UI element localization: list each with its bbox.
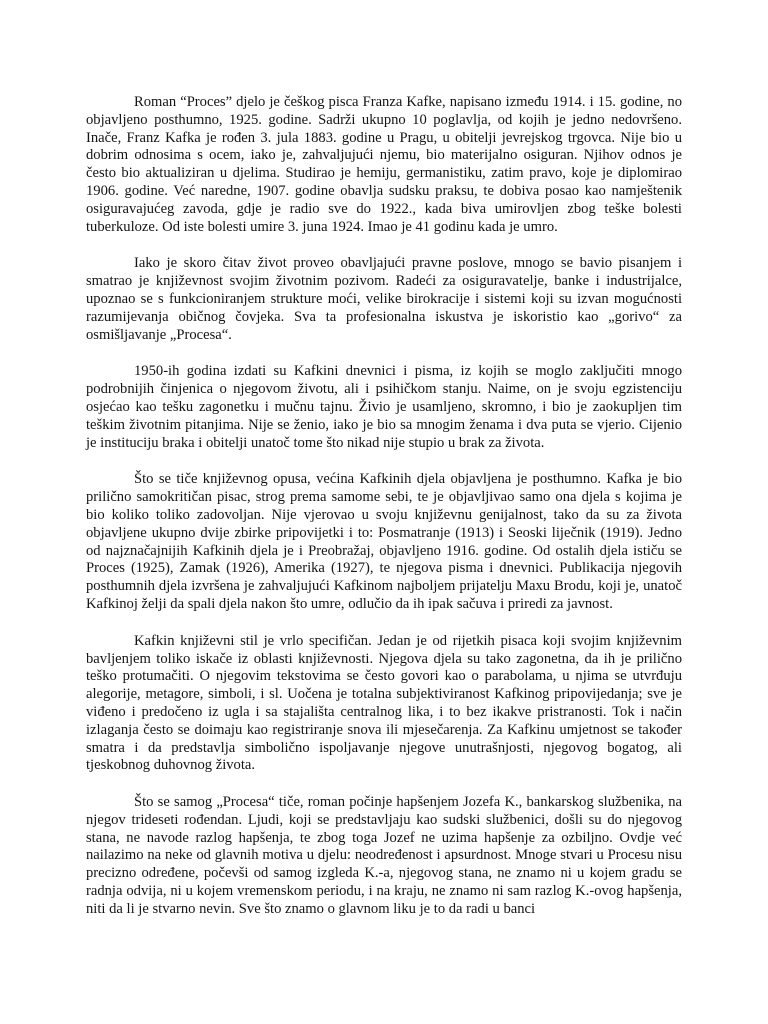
paragraph-literary-opus: Što se tiče književnog opusa, većina Kafkinih djela objavljena je posthumno. Kafka je bio prilično samokritičan pisac, strog prema samome sebi, te je objavljivao samo ona djela s kojima je bio koliko toliko zadovoljan. Nije vjerovao u svoju književnu genijalnost, tako da su za života objavljene ukupno dvije zbirke pripovijetki i to: Posmatranje (1913) i Seoski liječnik (1919). Jedno od najznačajnijih Kafkinih djela je i Preobražaj, objavljeno 1916. godine. Od ostalih djela ističu se Proces (1925), Zamak (1926), Amerika (1927), te njegova pisma i dnevnici. Publikacija njegovih posthumnih djela izvršena je zahvaljujući Kafkinom najboljem prijatelju Maxu Brodu, koji je, unatoč Kafkinoj želji da spali djela nakon što umre, odlučio da ih ipak sačuva i priredi za javnost. [86,471,682,612]
document-body [86,94,682,919]
paragraph-literary-style: Kafkin književni stil je vrlo specifičan. Jedan je od rijetkih pisaca koji svojim književnim bavljenjem toliko iskače iz oblasti književnosti. Njegova djela su tako zagonetna, da ih je prilično teško protumačiti. O njegovim tekstovima se često govori kao o parabolama, u njima se utvrđuju alegorije, metagore, simboli, i sl. Uočena je totalna subjektiviranost Kafkinog pripovijedanja; sve je viđeno i predočeno iz ugla i sa stajališta centralnog lika, i to bez ikakve pristranosti. Tok i način izlaganja često se doimaju kao registriranje snova ili mjesečarenja. Za Kafkinu umjetnost se također smatra i da predstavlja simbolično ispoljavanje njegove unutrašnjosti, njegovog bogatog, ali tjeskobnog duhovnog života. [86,632,682,774]
paragraph-career: Iako je skoro čitav život proveo obavljajući pravne poslove, mnogo se bavio pisanjem i smatrao je književnost svojim životnim pozivom. Radeći za osiguravatelje, banke i industrijalce, upoznao se s funkcioniranjem strukture moći, velike birokracije i sistemi koji su izvan mogućnosti razumijevanja običnog čovjeka. Sva ta profesionalna iskustva je iskoristio kao „gorivo“ za osmišljavanje „Procesa“. [86,255,682,343]
paragraph-diaries: 1950-ih godina izdati su Kafkini dnevnici i pisma, iz kojih se moglo zaključiti mnogo podrobnijih činjenica o njegovom životu, ali i psihičkom stanju. Naime, on je svoju egzistenciju osjećao kao tešku zagonetku i mučnu tajnu. Živio je usamljeno, skromno, i bio je zaokupljen tim teškim životnim pitanjima. Nije se ženio, iako je bio sa mnogim ženama i dva puta se vjerio. Cijenio je instituciju braka i obitelji unatoč tome što nikad nije stupio u brak za života. [86,363,682,451]
paragraph-biography: Roman “Proces” djelo je češkog pisca Franza Kafke, napisano između 1914. i 15. godine, no objavljeno posthumno, 1925. godine. Sadrži ukupno 10 poglavlja, od kojih je jedno nedovršeno. Inače, Franz Kafka je rođen 3. jula 1883. godine u Pragu, u obitelji jevrejskog trgovca. Nije bio u dobrim odnosima s ocem, iako je, zahvaljujući njemu, bio materijalno osiguran. Njihov odnos je često bio aktualiziran u djelima. Studirao je hemiju, germanistiku, zatim pravo, koje je diplomirao 1906. godine. Već naredne, 1907. godine obavlja sudsku praksu, te dobiva posao kao namještenik osiguravajućeg zavoda, gdje je radio sve do 1922., kada biva umirovljen zbog teške bolesti tuberkuloze. Od iste bolesti umire 3. juna 1924. Imao je 41 godinu kada je umro. [86,94,682,235]
paragraph-the-trial: Što se samog „Procesa“ tiče, roman počinje hapšenjem Jozefa K., bankarskog službenika, na njegov trideseti rođendan. Ljudi, koji se predstavljaju kao sudski službenici, došli su do njegovog stana, ne navode razlog hapšenja, te zbog toga Jozef ne uzima hapšenje za ozbiljno. Ovdje već nailazimo na neke od glavnih motiva u djelu: neodređenost i apsurdnost. Mnoge stvari u Procesu nisu precizno određene, počevši od samog izgleda K.-a, njegovog stana, ne znamo ni u kojem gradu se radnja odvija, ni u kojem vremenskom periodu, i na kraju, ne znamo ni sam razlog K.-ovog hapšenja, niti da li je stvarno nevin. Sve što znamo o glavnom liku je to da radi u banci [86,794,682,917]
